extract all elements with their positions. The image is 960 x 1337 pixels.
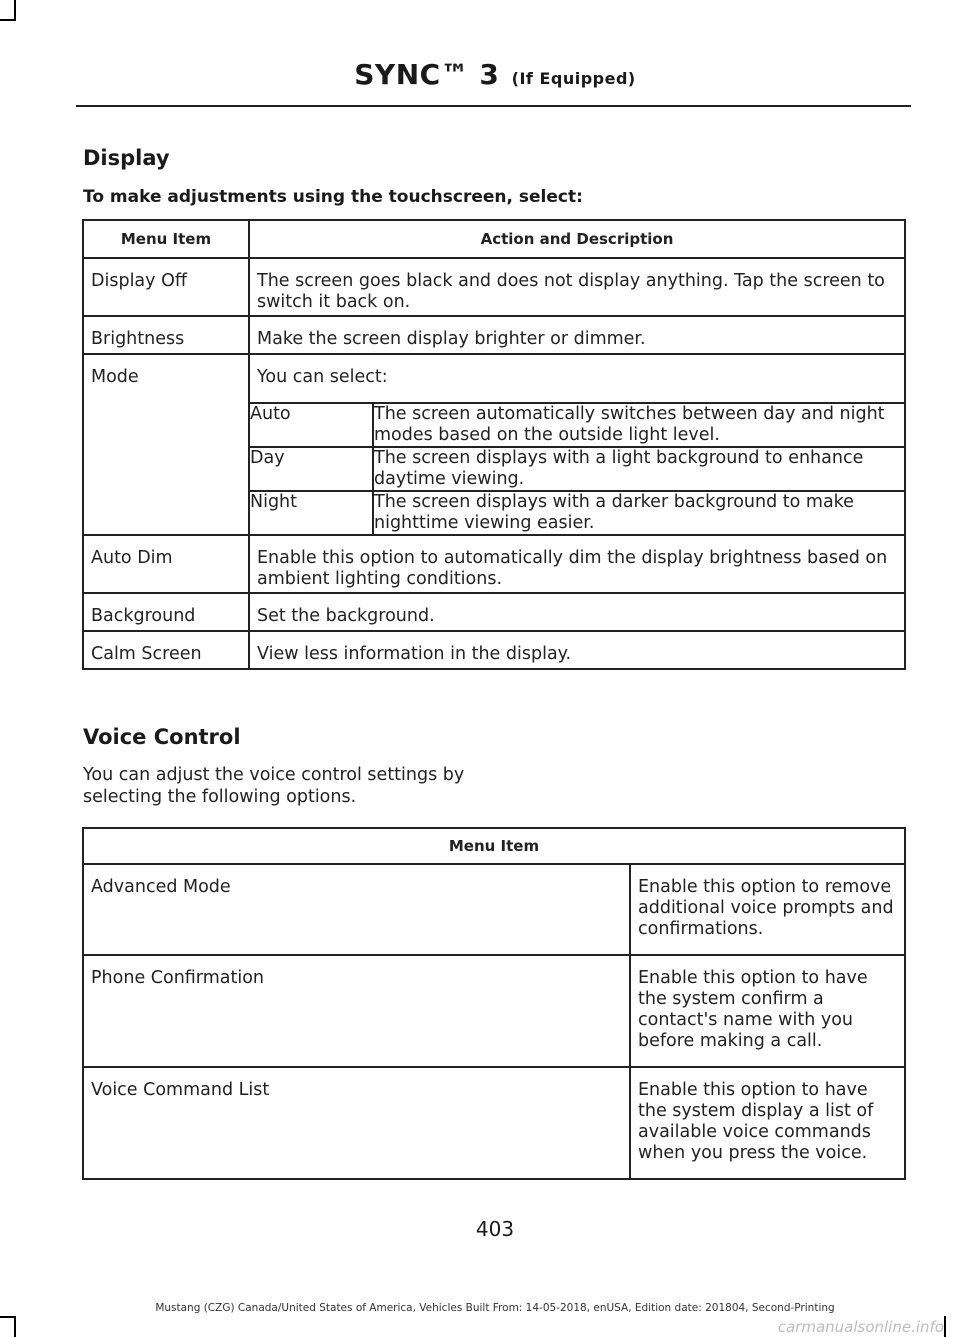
crop-mark [14,1316,16,1337]
menu-description: Enable this option to remove additional voice prompts and confirmations. [630,864,905,955]
menu-description: Enable this option to have the system display a list of available voice commands when you press the voice. [630,1067,905,1179]
watermark: carmanualsonline.info [777,1318,944,1336]
menu-item: Display Off [83,258,249,316]
header-subtitle: (If Equipped) [511,69,636,88]
mode-option-name: Auto [250,404,373,447]
crop-mark [0,1316,16,1318]
table-header-row [83,220,905,258]
table-row [83,864,905,955]
crop-mark [0,19,16,21]
table-row [83,354,905,535]
display-table [82,219,906,670]
table-row [83,535,905,593]
menu-description: Set the background. [249,593,905,631]
voice-heading: Voice Control [83,725,241,749]
page-footer: Mustang (CZG) Canada/United States of America, Vehicles Built From: 14-05-2018, enUSA, Edition date: 201804, Second-Printing [155,1302,835,1314]
menu-item: Calm Screen [83,631,249,669]
page-number: 403 [475,1217,515,1241]
header-title: SYNC™ 3 [354,58,500,91]
menu-item: Voice Command List [83,1067,630,1179]
display-lead: To make adjustments using the touchscreen, select: [83,187,583,207]
column-header: Action and Description [249,220,905,258]
menu-item: Mode [83,354,249,535]
menu-item: Background [83,593,249,631]
menu-item: Advanced Mode [83,864,630,955]
menu-description: View less information in the display. [249,631,905,669]
page-header [0,58,960,91]
crop-mark [944,1316,946,1337]
mode-option-name: Night [250,491,373,534]
table-row [83,631,905,669]
mode-option-row [250,447,904,491]
menu-item: Brightness [83,316,249,354]
table-row [83,955,905,1067]
mode-option-row [250,491,904,534]
menu-description: Enable this option to automatically dim the display brightness based on ambient lighting conditions. [249,535,905,593]
display-heading: Display [83,146,170,170]
mode-options-table [250,404,904,534]
header-rule [76,105,911,107]
mode-option-desc: The screen displays with a darker background to make nighttime viewing easier. [374,492,854,533]
mode-cell [249,354,905,535]
table-row [83,593,905,631]
mode-option-name: Day [250,447,373,491]
menu-description: The screen goes black and does not display anything. Tap the screen to switch it back on. [249,258,905,316]
column-header: Menu Item [83,828,905,864]
mode-option-desc: The screen automatically switches between day and night modes based on the outside light level. [373,404,904,447]
voice-table [82,827,906,1180]
menu-description: Make the screen display brighter or dimmer. [249,316,905,354]
table-row [83,316,905,354]
menu-description: You can select: [250,355,904,404]
column-header: Menu Item [83,220,249,258]
menu-item: Phone Confirmation [83,955,630,1067]
menu-item: Auto Dim [83,535,249,593]
mode-option-desc: The screen displays with a light background to enhance daytime viewing. [373,447,904,491]
menu-description: Enable this option to have the system confirm a contact's name with you before making a call. [630,955,905,1067]
voice-paragraph: You can adjust the voice control settings by selecting the following options. [83,765,465,807]
crop-mark [14,0,16,20]
mode-option-row [250,404,904,447]
table-row [83,1067,905,1179]
table-row [83,258,905,316]
table-header-row [83,828,905,864]
